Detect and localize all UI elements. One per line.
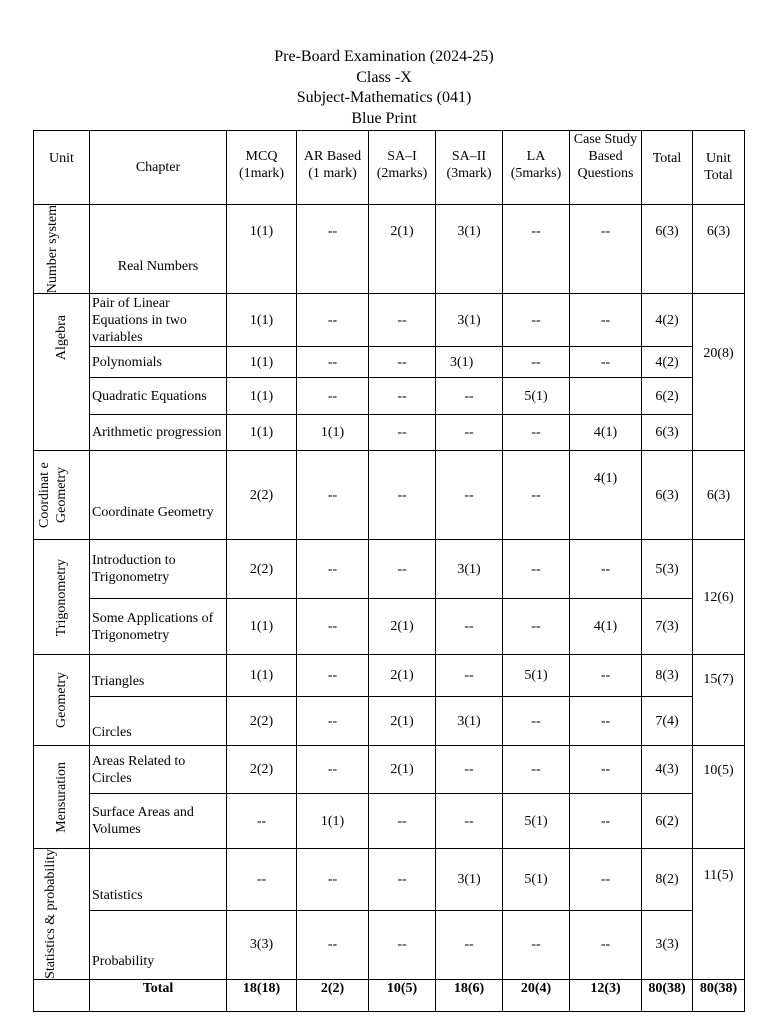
table-row <box>34 849 745 910</box>
subject-label: Subject-Mathematics (041) <box>296 89 472 106</box>
sa2-cell: 3(1) <box>436 205 503 294</box>
chapter-cell: Real Numbers <box>90 205 227 294</box>
mcq-cell: 2(2) <box>227 746 297 794</box>
sa1-cell: -- <box>369 849 436 910</box>
ar-cell: -- <box>297 697 369 746</box>
chapter-cell: Statistics <box>90 849 227 910</box>
mcq-cell: -- <box>227 794 297 849</box>
unit-number-system: Number system <box>34 205 90 294</box>
sa2-cell: 3(1) <box>436 849 503 910</box>
la-cell: -- <box>503 294 570 347</box>
header-row <box>34 131 745 205</box>
sa2-cell: -- <box>436 910 503 979</box>
unit-total-cell: 15(7) <box>693 655 745 746</box>
la-cell: -- <box>503 205 570 294</box>
ar-cell: -- <box>297 347 369 378</box>
total-unit-blank <box>34 980 90 1012</box>
case-cell: -- <box>570 910 642 979</box>
ar-cell: -- <box>297 451 369 540</box>
mcq-cell: 1(1) <box>227 205 297 294</box>
ar-cell: -- <box>297 849 369 910</box>
total-cell: 6(2) <box>642 794 693 849</box>
chapter-cell: Arithmetic progression <box>90 415 227 451</box>
col-unit-total: Unit Total <box>693 131 745 205</box>
ar-cell: -- <box>297 378 369 415</box>
total-cell: 3(3) <box>642 910 693 979</box>
col-sa2: SA–II (3mark) <box>436 131 503 205</box>
chapter-cell: Probability <box>90 910 227 979</box>
unit-total-cell: 6(3) <box>693 205 745 294</box>
chapter-cell: Triangles <box>90 655 227 697</box>
sa1-cell: 2(1) <box>369 599 436 655</box>
col-mcq: MCQ (1mark) <box>227 131 297 205</box>
unit-total-cell: 20(8) <box>693 294 745 451</box>
col-ar: AR Based (1 mark) <box>297 131 369 205</box>
table-row <box>34 655 745 697</box>
ar-cell: 1(1) <box>297 415 369 451</box>
table-row <box>34 415 745 451</box>
la-cell: -- <box>503 415 570 451</box>
mcq-cell: 2(2) <box>227 451 297 540</box>
table-row <box>34 697 745 746</box>
unit-geometry: Geometry <box>34 655 90 746</box>
case-cell: -- <box>570 794 642 849</box>
chapter-cell: Surface Areas and Volumes <box>90 794 227 849</box>
total-mcq: 18(18) <box>227 980 297 1012</box>
sa1-cell: -- <box>369 910 436 979</box>
la-cell: 5(1) <box>503 655 570 697</box>
case-cell: 4(1) <box>570 415 642 451</box>
sa1-cell: 2(1) <box>369 205 436 294</box>
total-cell: 6(2) <box>642 378 693 415</box>
table-row <box>34 451 745 540</box>
case-cell: -- <box>570 294 642 347</box>
total-la: 20(4) <box>503 980 570 1012</box>
case-cell <box>570 378 642 415</box>
ar-cell: -- <box>297 599 369 655</box>
ar-cell: -- <box>297 294 369 347</box>
unit-coordinate-geometry: Coordinat e Geometry <box>34 451 90 540</box>
col-sa1: SA–I (2marks) <box>369 131 436 205</box>
la-cell: 5(1) <box>503 794 570 849</box>
table-row <box>34 794 745 849</box>
total-cell: 6(3) <box>642 205 693 294</box>
total-cell: 7(4) <box>642 697 693 746</box>
la-cell: -- <box>503 697 570 746</box>
sa2-cell: -- <box>436 794 503 849</box>
la-cell: -- <box>503 910 570 979</box>
total-cell: 8(3) <box>642 655 693 697</box>
sa1-cell: -- <box>369 378 436 415</box>
sa1-cell: -- <box>369 451 436 540</box>
total-label: Total <box>90 980 227 1012</box>
mcq-cell: 1(1) <box>227 415 297 451</box>
la-cell: -- <box>503 347 570 378</box>
totals-row <box>34 980 745 1012</box>
ar-cell: -- <box>297 910 369 979</box>
unit-total-cell: 11(5) <box>693 849 745 980</box>
total-cell: 6(3) <box>642 415 693 451</box>
table-row <box>34 294 745 347</box>
sa1-cell: -- <box>369 294 436 347</box>
ar-cell: -- <box>297 655 369 697</box>
mcq-cell: 2(2) <box>227 697 297 746</box>
unit-mensuration: Mensuration <box>34 746 90 849</box>
total-cell: 6(3) <box>642 451 693 540</box>
case-cell: -- <box>570 849 642 910</box>
blueprint-label: Blue Print <box>351 109 417 127</box>
sa2-cell: 3(1) <box>436 294 503 347</box>
mcq-cell: 1(1) <box>227 378 297 415</box>
unit-statistics-probability: Statistics & probability <box>34 849 90 980</box>
total-total: 80(38) <box>642 980 693 1012</box>
col-case: Case Study Based Questions <box>570 131 642 205</box>
case-cell: -- <box>570 347 642 378</box>
unit-total-cell: 12(6) <box>693 540 745 655</box>
table-row <box>34 746 745 794</box>
table-row <box>34 540 745 599</box>
case-cell: -- <box>570 205 642 294</box>
document-header <box>0 47 768 129</box>
la-cell: 5(1) <box>503 849 570 910</box>
table-row <box>34 910 745 979</box>
table-row <box>34 599 745 655</box>
ar-cell: -- <box>297 540 369 599</box>
sa2-cell: -- <box>436 451 503 540</box>
total-cell: 5(3) <box>642 540 693 599</box>
total-cell: 4(2) <box>642 294 693 347</box>
case-cell: -- <box>570 655 642 697</box>
chapter-cell: Coordinate Geometry <box>90 451 227 540</box>
unit-total-cell: 10(5) <box>693 746 745 849</box>
sa2-cell: 3(1) <box>436 347 503 378</box>
chapter-cell: Circles <box>90 697 227 746</box>
sa1-cell: 2(1) <box>369 697 436 746</box>
case-cell: 4(1) <box>570 599 642 655</box>
sa2-cell: -- <box>436 655 503 697</box>
total-ar: 2(2) <box>297 980 369 1012</box>
mcq-cell: 1(1) <box>227 347 297 378</box>
la-cell: 5(1) <box>503 378 570 415</box>
chapter-cell: Quadratic Equations <box>90 378 227 415</box>
col-unit: Unit <box>34 131 90 205</box>
sa2-cell: -- <box>436 599 503 655</box>
chapter-cell: Pair of Linear Equations in two variables <box>90 294 227 347</box>
mcq-cell: 2(2) <box>227 540 297 599</box>
unit-algebra: Algebra <box>34 294 90 451</box>
sa2-cell: 3(1) <box>436 697 503 746</box>
col-total: Total <box>642 131 693 205</box>
col-la: LA (5marks) <box>503 131 570 205</box>
chapter-cell: Polynomials <box>90 347 227 378</box>
total-cell: 4(3) <box>642 746 693 794</box>
table-row <box>34 347 745 378</box>
ar-cell: -- <box>297 746 369 794</box>
case-cell: -- <box>570 746 642 794</box>
la-cell: -- <box>503 599 570 655</box>
chapter-cell: Introduction to Trigonometry <box>90 540 227 599</box>
sa2-cell: -- <box>436 415 503 451</box>
class-label: Class -X <box>356 68 412 86</box>
col-chapter: Chapter <box>90 131 227 205</box>
chapter-cell: Some Applications of Trigonometry <box>90 599 227 655</box>
total-sa2: 18(6) <box>436 980 503 1012</box>
sa1-cell: -- <box>369 347 436 378</box>
total-case: 12(3) <box>570 980 642 1012</box>
mcq-cell: 1(1) <box>227 655 297 697</box>
mcq-cell: 1(1) <box>227 294 297 347</box>
sa1-cell: -- <box>369 540 436 599</box>
table-row <box>34 378 745 415</box>
total-sa1: 10(5) <box>369 980 436 1012</box>
case-cell: -- <box>570 697 642 746</box>
ar-cell: -- <box>297 205 369 294</box>
sa1-cell: -- <box>369 794 436 849</box>
total-cell: 7(3) <box>642 599 693 655</box>
ar-cell: 1(1) <box>297 794 369 849</box>
sa2-cell: -- <box>436 378 503 415</box>
blueprint-table <box>33 130 745 1012</box>
mcq-cell: -- <box>227 849 297 910</box>
total-unit-total: 80(38) <box>693 980 745 1012</box>
mcq-cell: 3(3) <box>227 910 297 979</box>
exam-title: Pre-Board Examination (2024-25) <box>274 48 494 65</box>
sa2-cell: -- <box>436 746 503 794</box>
chapter-cell: Areas Related to Circles <box>90 746 227 794</box>
total-cell: 4(2) <box>642 347 693 378</box>
mcq-cell: 1(1) <box>227 599 297 655</box>
sa2-cell: 3(1) <box>436 540 503 599</box>
unit-total-cell: 6(3) <box>693 451 745 540</box>
sa1-cell: 2(1) <box>369 746 436 794</box>
la-cell: -- <box>503 451 570 540</box>
la-cell: -- <box>503 746 570 794</box>
la-cell: -- <box>503 540 570 599</box>
case-cell: -- <box>570 540 642 599</box>
case-cell: 4(1) <box>570 451 642 540</box>
total-cell: 8(2) <box>642 849 693 910</box>
table-row <box>34 205 745 294</box>
unit-trigonometry: Trigonometry <box>34 540 90 655</box>
sa1-cell: -- <box>369 415 436 451</box>
sa1-cell: 2(1) <box>369 655 436 697</box>
